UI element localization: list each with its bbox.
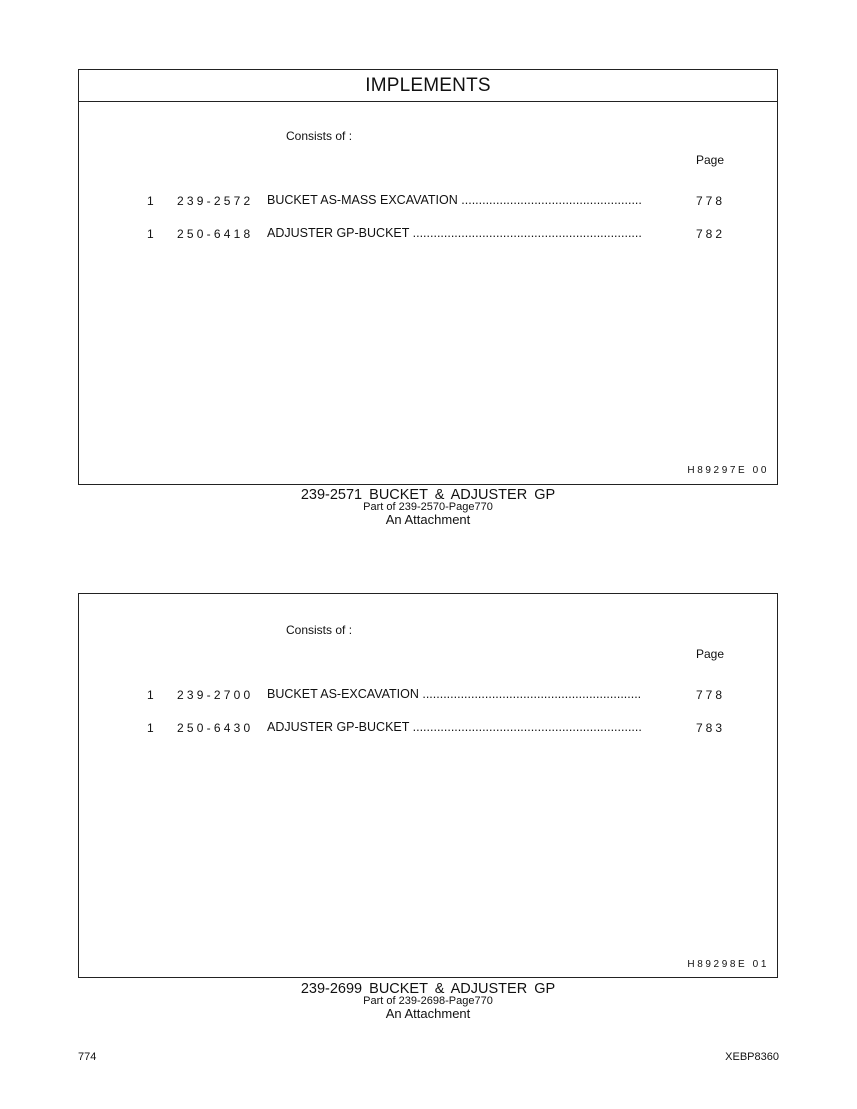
caption-title: 239-2571 BUCKET & ADJUSTER GP <box>300 487 556 503</box>
row-description: ADJUSTER GP-BUCKET ..... <box>267 720 641 734</box>
page-column-header: Page <box>696 153 725 167</box>
parts-group-box-1 <box>78 69 778 485</box>
section-title: IMPLEMENTS <box>79 70 777 102</box>
illustration-code: H89297E 00 <box>687 465 769 476</box>
footer-document-id: XEBP8360 <box>725 1051 779 1063</box>
caption-attachment: An Attachment <box>385 511 471 527</box>
row-description: BUCKET AS-EXCAVATION ..... <box>267 687 641 701</box>
row-quantity: 1 <box>147 194 154 208</box>
caption-attachment: An Attachment <box>385 1005 471 1021</box>
caption-part-of: Part of 239-2570-Page770 <box>363 500 493 513</box>
group-caption-2 <box>78 982 778 1020</box>
row-page-reference: 778 <box>696 194 726 208</box>
consists-of-label: Consists of : <box>286 129 353 143</box>
row-quantity: 1 <box>147 227 154 241</box>
row-part-number: 250-6430 <box>177 721 254 735</box>
consists-of-label: Consists of : <box>286 623 353 637</box>
row-part-number: 250-6418 <box>177 227 254 241</box>
parts-group-box-2 <box>78 593 778 978</box>
footer-page-number: 774 <box>78 1051 97 1063</box>
illustration-code: H89298E 01 <box>687 959 769 970</box>
page-column-header: Page <box>696 647 725 661</box>
row-page-reference: 783 <box>696 721 726 735</box>
row-page-reference: 778 <box>696 688 726 702</box>
row-part-number: 239-2572 <box>177 194 254 208</box>
caption-part-of: Part of 239-2698-Page770 <box>363 994 493 1007</box>
row-page-reference: 782 <box>696 227 726 241</box>
caption-title: 239-2699 BUCKET & ADJUSTER GP <box>300 981 556 997</box>
row-part-number: 239-2700 <box>177 688 254 702</box>
row-quantity: 1 <box>147 688 154 702</box>
row-description: ADJUSTER GP-BUCKET ..... <box>267 226 641 240</box>
group-caption-1 <box>78 488 778 526</box>
row-quantity: 1 <box>147 721 154 735</box>
row-description: BUCKET AS-MASS EXCAVATION ..... <box>267 193 641 207</box>
